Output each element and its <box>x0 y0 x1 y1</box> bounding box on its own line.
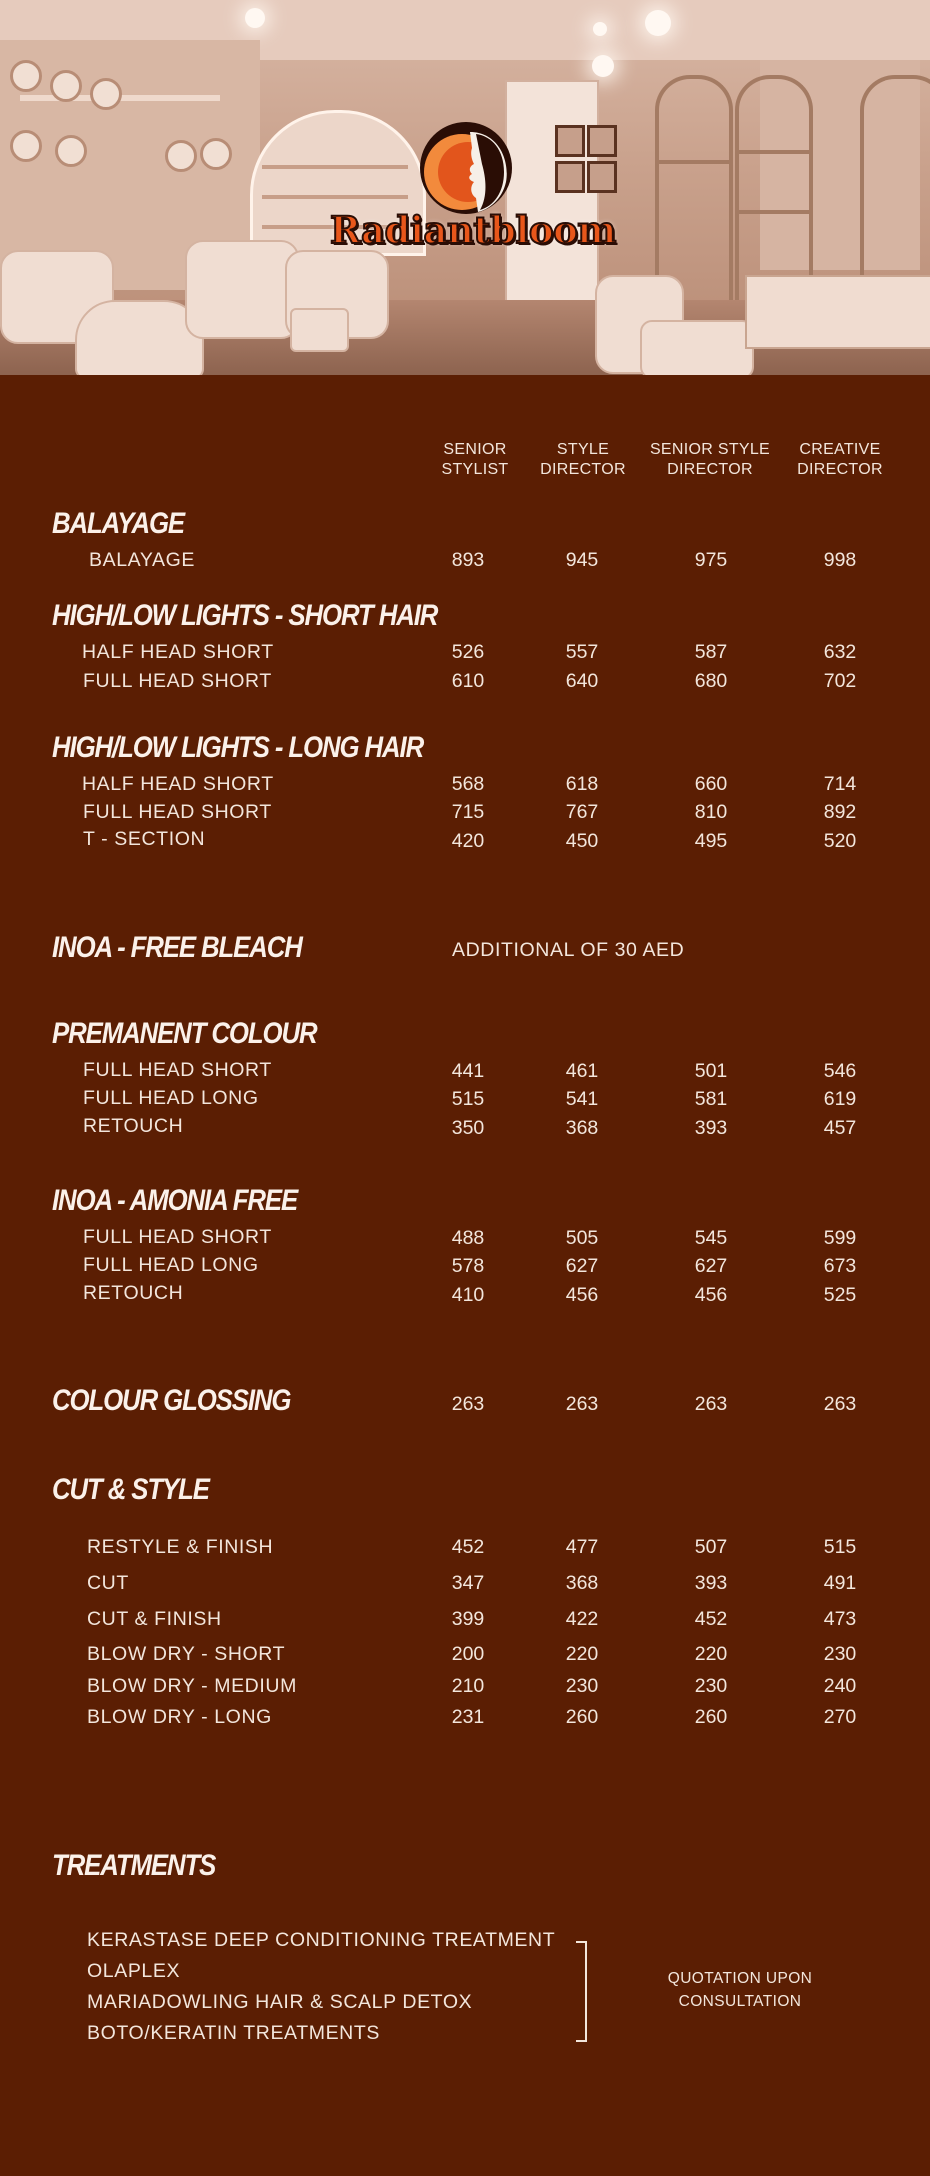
price-senior-stylist: 578 <box>451 1255 485 1277</box>
price-creative-director: 491 <box>823 1572 857 1594</box>
price-creative-director: 263 <box>823 1393 857 1415</box>
price-senior-stylist: 399 <box>451 1608 485 1630</box>
service-name: BLOW DRY - MEDIUM <box>87 1675 297 1697</box>
section-title-highlow-long: HIGH/LOW LIGHTS - LONG HAIR <box>52 731 424 764</box>
price-creative-director: 270 <box>823 1706 857 1728</box>
price-style-director: 541 <box>565 1088 599 1110</box>
picture-frame <box>587 125 617 157</box>
product-jar <box>165 140 197 172</box>
rack-shelf <box>735 210 813 214</box>
section-title-balayage: BALAYAGE <box>52 507 185 540</box>
price-style-director: 477 <box>565 1536 599 1558</box>
service-name: BLOW DRY - SHORT <box>87 1643 286 1665</box>
product-jar <box>10 60 42 92</box>
pendant-lamp <box>645 10 671 36</box>
price-senior-style-director: 456 <box>694 1284 728 1306</box>
service-name: T - SECTION <box>83 828 206 850</box>
price-senior-style-director: 581 <box>694 1088 728 1110</box>
service-name: HALF HEAD SHORT <box>82 773 274 795</box>
price-senior-style-director: 810 <box>694 801 728 823</box>
price-creative-director: 599 <box>823 1227 857 1249</box>
section-title-inoa-amonia: INOA - AMONIA FREE <box>52 1184 298 1217</box>
inoa-bleach-note: ADDITIONAL OF 30 AED <box>452 939 685 961</box>
price-creative-director: 892 <box>823 801 857 823</box>
price-senior-style-director: 975 <box>694 549 728 571</box>
price-creative-director: 240 <box>823 1675 857 1697</box>
price-style-director: 461 <box>565 1060 599 1082</box>
column-style-director <box>533 440 633 480</box>
price-creative-director: 230 <box>823 1643 857 1665</box>
section-title-highlow-short: HIGH/LOW LIGHTS - SHORT HAIR <box>52 599 438 632</box>
price-senior-style-director: 260 <box>694 1706 728 1728</box>
price-creative-director: 702 <box>823 670 857 692</box>
price-senior-stylist: 231 <box>451 1706 485 1728</box>
price-creative-director: 998 <box>823 549 857 571</box>
price-senior-stylist: 210 <box>451 1675 485 1697</box>
price-senior-stylist: 200 <box>451 1643 485 1665</box>
arch-shelf-board <box>262 195 408 199</box>
price-senior-style-director: 263 <box>694 1393 728 1415</box>
price-senior-style-director: 627 <box>694 1255 728 1277</box>
product-jar <box>50 70 82 102</box>
service-name: CUT <box>87 1572 129 1594</box>
service-name: FULL HEAD LONG <box>83 1254 259 1276</box>
section-title-cut-style: CUT & STYLE <box>52 1473 209 1506</box>
column-senior-stylist <box>425 440 525 480</box>
column-label: SENIOR STYLIST <box>441 441 509 478</box>
column-label: SENIOR STYLE DIRECTOR <box>649 441 771 478</box>
section-title-colour-glossing: COLOUR GLOSSING <box>52 1384 291 1417</box>
price-style-director: 263 <box>565 1393 599 1415</box>
rack-shelf <box>655 160 733 164</box>
price-senior-stylist: 488 <box>451 1227 485 1249</box>
pendant-lamp <box>592 55 614 77</box>
service-name: RETOUCH <box>83 1282 184 1304</box>
price-style-director: 945 <box>565 549 599 571</box>
price-style-director: 260 <box>565 1706 599 1728</box>
price-senior-style-director: 393 <box>694 1117 728 1139</box>
treatment-item: MARIADOWLING HAIR & SCALP DETOX <box>87 1991 473 2013</box>
service-name: RESTYLE & FINISH <box>87 1536 274 1558</box>
price-style-director: 557 <box>565 641 599 663</box>
price-creative-director: 632 <box>823 641 857 663</box>
section-title-treatments: TREATMENTS <box>52 1849 216 1882</box>
price-style-director: 220 <box>565 1643 599 1665</box>
price-senior-style-director: 660 <box>694 773 728 795</box>
service-name: BLOW DRY - LONG <box>87 1706 272 1728</box>
price-senior-style-director: 452 <box>694 1608 728 1630</box>
service-name: FULL HEAD SHORT <box>83 801 272 823</box>
price-senior-style-director: 587 <box>694 641 728 663</box>
quotation-note <box>650 1967 830 2013</box>
product-jar <box>200 138 232 170</box>
service-name: FULL HEAD LONG <box>83 1087 259 1109</box>
section-title-permanent-colour: PREMANENT COLOUR <box>52 1017 317 1050</box>
product-jar <box>55 135 87 167</box>
treatment-bracket <box>576 1941 587 2042</box>
styling-chair <box>640 320 754 375</box>
price-creative-director: 520 <box>823 830 857 852</box>
product-jar <box>10 130 42 162</box>
price-senior-stylist: 526 <box>451 641 485 663</box>
section-title-inoa-bleach: INOA - FREE BLEACH <box>52 931 302 964</box>
quotation-text: QUOTATION UPON CONSULTATION <box>667 1970 813 2010</box>
column-label: CREATIVE DIRECTOR <box>797 441 883 478</box>
price-senior-style-director: 680 <box>694 670 728 692</box>
service-name: HALF HEAD SHORT <box>82 641 274 663</box>
price-style-director: 450 <box>565 830 599 852</box>
price-senior-style-director: 545 <box>694 1227 728 1249</box>
price-style-director: 627 <box>565 1255 599 1277</box>
price-senior-stylist: 515 <box>451 1088 485 1110</box>
wall-frames <box>555 125 615 190</box>
salon-chair <box>185 240 299 339</box>
price-creative-director: 673 <box>823 1255 857 1277</box>
price-style-director: 456 <box>565 1284 599 1306</box>
salon-door <box>505 80 599 314</box>
price-senior-stylist: 441 <box>451 1060 485 1082</box>
price-senior-stylist: 893 <box>451 549 485 571</box>
picture-frame <box>555 125 585 157</box>
price-style-director: 767 <box>565 801 599 823</box>
service-name: FULL HEAD SHORT <box>83 670 272 692</box>
reception-counter <box>745 275 930 349</box>
price-senior-style-director: 230 <box>694 1675 728 1697</box>
treatment-item: BOTO/KERATIN TREATMENTS <box>87 2022 380 2044</box>
price-creative-director: 473 <box>823 1608 857 1630</box>
price-senior-stylist: 350 <box>451 1117 485 1139</box>
column-senior-style-director <box>645 440 775 480</box>
price-senior-stylist: 452 <box>451 1536 485 1558</box>
service-name: FULL HEAD SHORT <box>83 1226 272 1248</box>
service-name: RETOUCH <box>83 1115 184 1137</box>
price-style-director: 505 <box>565 1227 599 1249</box>
price-senior-style-director: 393 <box>694 1572 728 1594</box>
price-style-director: 230 <box>565 1675 599 1697</box>
service-name: FULL HEAD SHORT <box>83 1059 272 1081</box>
price-senior-stylist: 420 <box>451 830 485 852</box>
ceiling-light <box>593 22 607 36</box>
woman-silhouette-sun-icon <box>418 120 514 216</box>
price-senior-style-director: 507 <box>694 1536 728 1558</box>
price-style-director: 368 <box>565 1117 599 1139</box>
picture-frame <box>587 161 617 193</box>
price-creative-director: 525 <box>823 1284 857 1306</box>
price-creative-director: 515 <box>823 1536 857 1558</box>
product-jar <box>90 78 122 110</box>
treatment-item: OLAPLEX <box>87 1960 181 1982</box>
price-senior-stylist: 263 <box>451 1393 485 1415</box>
price-style-director: 618 <box>565 773 599 795</box>
price-creative-director: 546 <box>823 1060 857 1082</box>
price-style-director: 368 <box>565 1572 599 1594</box>
price-style-director: 422 <box>565 1608 599 1630</box>
price-senior-stylist: 610 <box>451 670 485 692</box>
service-name: CUT & FINISH <box>87 1608 222 1630</box>
price-style-director: 640 <box>565 670 599 692</box>
rack-shelf <box>735 150 813 154</box>
column-label: STYLE DIRECTOR <box>540 441 626 478</box>
service-name: BALAYAGE <box>89 549 195 571</box>
treatment-item: KERASTASE DEEP CONDITIONING TREATMENT <box>87 1929 556 1951</box>
picture-frame <box>555 161 585 193</box>
salon-hero-image <box>0 0 930 375</box>
price-senior-stylist: 568 <box>451 773 485 795</box>
price-creative-director: 714 <box>823 773 857 795</box>
brand-logo-text: Radiantbloom <box>330 208 616 252</box>
price-creative-director: 457 <box>823 1117 857 1139</box>
price-senior-style-director: 495 <box>694 830 728 852</box>
ceiling-light <box>245 8 265 28</box>
price-creative-director: 619 <box>823 1088 857 1110</box>
price-senior-style-director: 220 <box>694 1643 728 1665</box>
price-senior-style-director: 501 <box>694 1060 728 1082</box>
column-creative-director <box>790 440 890 480</box>
footstool <box>290 308 349 352</box>
price-senior-stylist: 410 <box>451 1284 485 1306</box>
price-senior-stylist: 715 <box>451 801 485 823</box>
arch-shelf-board <box>262 165 408 169</box>
price-senior-stylist: 347 <box>451 1572 485 1594</box>
